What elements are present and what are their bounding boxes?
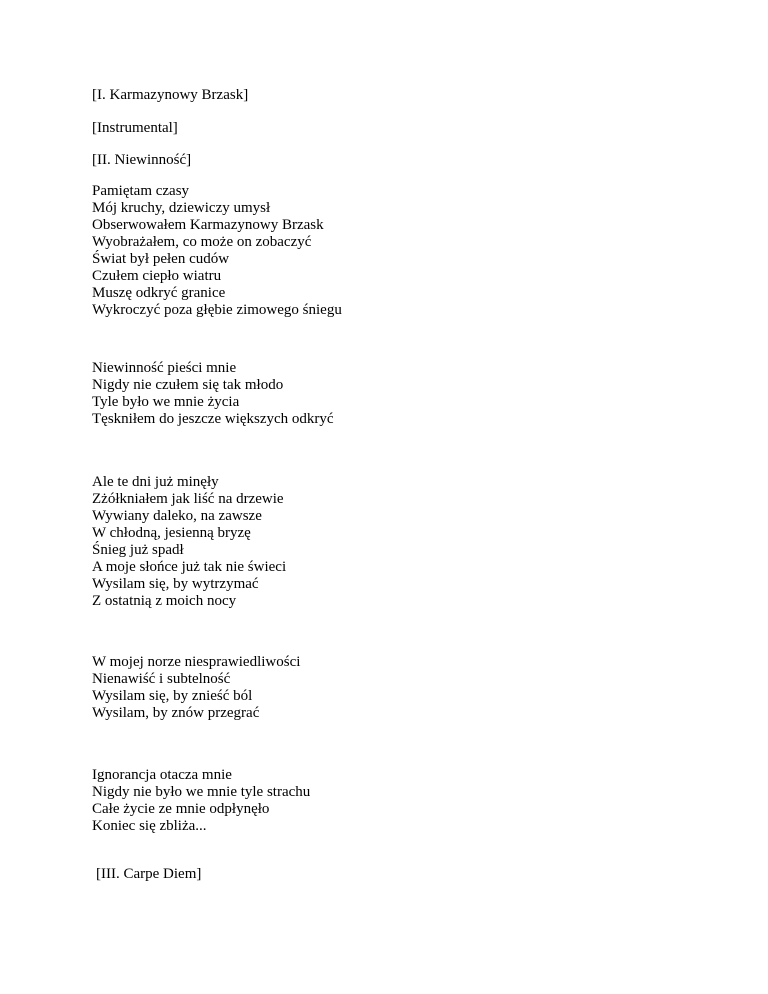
verse-line: A moje słońce już tak nie świeci [92, 559, 287, 575]
verse-line: Koniec się zbliża... [92, 818, 207, 834]
verse-line: Muszę odkryć granice [92, 285, 226, 301]
section-heading: [II. Niewinność] [92, 152, 192, 168]
section-heading: [III. Carpe Diem] [96, 866, 202, 882]
verse-line: W mojej norze niesprawiedliwości [92, 654, 301, 670]
verse-line: Mój kruchy, dziewiczy umysł [92, 200, 271, 216]
verse-line: Nienawiść i subtelność [92, 671, 231, 687]
verse-line: Nigdy nie czułem się tak młodo [92, 377, 284, 393]
verse-line: Wysilam się, by wytrzymać [92, 576, 259, 592]
verse-line: Z ostatnią z moich nocy [92, 593, 237, 609]
verse-line: Wysilam, by znów przegrać [92, 705, 260, 721]
verse-line: W chłodną, jesienną bryzę [92, 525, 251, 541]
verse-line: Wykroczyć poza głębie zimowego śniegu [92, 302, 342, 318]
verse-line: Ale te dni już minęły [92, 474, 219, 490]
verse-line: Tyle było we mnie życia [92, 394, 240, 410]
verse-line: Ignorancja otacza mnie [92, 767, 232, 783]
verse-line: Świat był pełen cudów [92, 251, 230, 267]
verse-line: Wywiany daleko, na zawsze [92, 508, 262, 524]
verse-line: Niewinność pieści mnie [92, 360, 237, 376]
verse-line: Tęskniłem do jeszcze większych odkryć [92, 411, 334, 427]
verse-line: Czułem ciepło wiatru [92, 268, 222, 284]
verse-line: Śnieg już spadł [92, 542, 184, 558]
verse-line: Całe życie ze mnie odpłynęło [92, 801, 270, 817]
verse-line: Wysilam się, by znieść ból [92, 688, 253, 704]
section-heading: [I. Karmazynowy Brzask] [92, 87, 249, 103]
verse-line: Wyobrażałem, co może on zobaczyć [92, 234, 312, 250]
section-heading: [Instrumental] [92, 120, 178, 136]
verse-line: Zżółkniałem jak liść na drzewie [92, 491, 284, 507]
verse-line: Nigdy nie było we mnie tyle strachu [92, 784, 311, 800]
verse-line: Obserwowałem Karmazynowy Brzask [92, 217, 324, 233]
verse-line: Pamiętam czasy [92, 183, 190, 199]
